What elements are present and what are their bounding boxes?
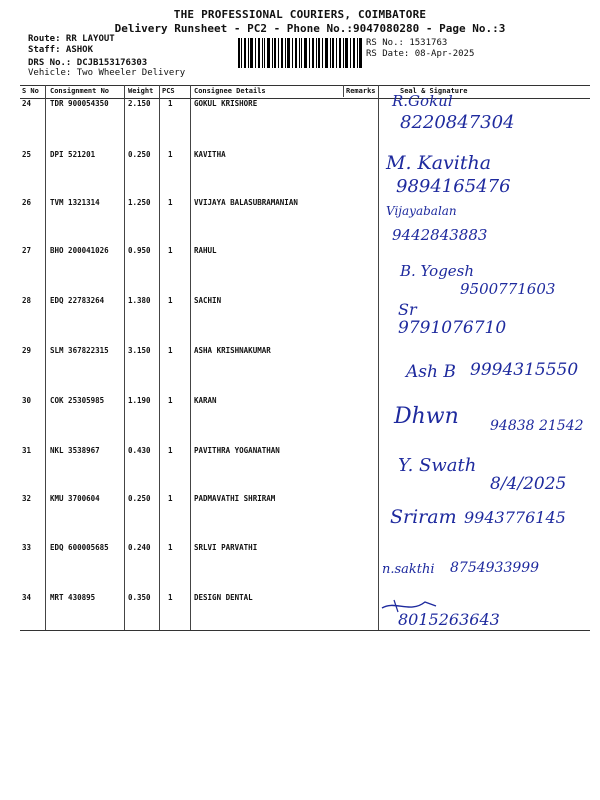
signature-phone: 9943776145 bbox=[464, 508, 566, 527]
row-consignment: MRT 430895 bbox=[50, 593, 96, 602]
vehicle-label: Vehicle: Two Wheeler Delivery bbox=[28, 68, 186, 78]
row-sno: 31 bbox=[22, 446, 32, 455]
signature-name: M. Kavitha bbox=[386, 152, 492, 174]
column-divider bbox=[190, 85, 191, 630]
row-pcs: 1 bbox=[168, 593, 173, 602]
row-sno: 30 bbox=[22, 396, 32, 405]
signature-name: n.sakthi bbox=[382, 562, 435, 577]
signature-phone: 9894165476 bbox=[396, 176, 511, 197]
row-pcs: 1 bbox=[168, 246, 173, 255]
signature-name: Sriram bbox=[390, 506, 457, 528]
company-title: THE PROFESSIONAL COURIERS, COIMBATORE bbox=[173, 8, 427, 21]
row-pcs: 1 bbox=[168, 494, 173, 503]
header-consignment: Consignment No bbox=[50, 87, 110, 95]
row-consignee: PAVITHRA YOGANATHAN bbox=[194, 446, 280, 455]
drs-label: DRS No.: bbox=[28, 58, 72, 68]
column-divider bbox=[124, 85, 125, 630]
header-remarks: Remarks bbox=[346, 87, 376, 95]
signature-phone: 8754933999 bbox=[450, 560, 540, 576]
header-seal: Seal & Signature bbox=[400, 87, 468, 95]
signature-phone: 9442843883 bbox=[392, 226, 488, 244]
row-pcs: 1 bbox=[168, 396, 173, 405]
column-divider bbox=[45, 85, 46, 630]
row-weight: 1.250 bbox=[128, 198, 151, 207]
row-consignee: SRLVI PARVATHI bbox=[194, 543, 258, 552]
row-consignee: KAVITHA bbox=[194, 150, 226, 159]
drs-number bbox=[28, 58, 147, 68]
column-divider bbox=[378, 85, 379, 630]
signature-phone: 8015263643 bbox=[398, 610, 500, 629]
row-consignee: DESIGN DENTAL bbox=[194, 593, 253, 602]
row-weight: 3.150 bbox=[128, 346, 151, 355]
signature-name: Dhwn bbox=[394, 404, 459, 429]
row-consignment: KMU 3700604 bbox=[50, 494, 100, 503]
row-consignee: SACHIN bbox=[194, 296, 222, 305]
signature-name: Vijayabalan bbox=[386, 204, 457, 218]
signature-phone: 9994315550 bbox=[470, 360, 579, 380]
row-consignment: COK 25305985 bbox=[50, 396, 105, 405]
row-pcs: 1 bbox=[168, 346, 173, 355]
signature-phone: 9500771603 bbox=[460, 280, 556, 298]
drs-value: DCJB153176303 bbox=[76, 58, 148, 68]
row-sno: 27 bbox=[22, 246, 32, 255]
row-consignment: EDQ 22783264 bbox=[50, 296, 105, 305]
row-weight: 0.430 bbox=[128, 446, 151, 455]
row-consignment: NKL 3538967 bbox=[50, 446, 100, 455]
row-consignee: GOKUL KRISHORE bbox=[194, 99, 258, 108]
header-sno: S No bbox=[22, 87, 39, 95]
row-weight: 1.190 bbox=[128, 396, 151, 405]
row-weight: 1.380 bbox=[128, 296, 151, 305]
row-consignee: VVIJAYA BALASUBRAMANIAN bbox=[194, 198, 298, 207]
signature-name: Ash B bbox=[406, 362, 456, 382]
signature-name: B. Yogesh bbox=[400, 262, 475, 280]
row-pcs: 1 bbox=[168, 543, 173, 552]
row-pcs: 1 bbox=[168, 150, 173, 159]
row-consignee: ASHA KRISHNAKUMAR bbox=[194, 346, 271, 355]
row-consignment: DPI 521201 bbox=[50, 150, 96, 159]
row-weight: 0.950 bbox=[128, 246, 151, 255]
column-divider bbox=[159, 85, 160, 630]
signature-name: Y. Swath bbox=[398, 455, 477, 476]
header-consignee: Consignee Details bbox=[194, 87, 266, 95]
rs-number: RS No.: 1531763 bbox=[366, 38, 448, 48]
runsheet-subtitle: Delivery Runsheet - PC2 - Phone No.:9047080280 - Page No.:3 bbox=[114, 22, 506, 35]
staff-label: Staff: ASHOK bbox=[28, 45, 94, 55]
rs-date: RS Date: 08-Apr-2025 bbox=[366, 49, 475, 59]
row-consignment: TVM 1321314 bbox=[50, 198, 100, 207]
row-consignment: SLM 367822315 bbox=[50, 346, 109, 355]
row-weight: 0.350 bbox=[128, 593, 151, 602]
signature-name: Sr bbox=[398, 300, 417, 319]
row-sno: 29 bbox=[22, 346, 32, 355]
row-consignee: KARAN bbox=[194, 396, 217, 405]
route-label: Route: RR LAYOUT bbox=[28, 34, 115, 44]
row-sno: 24 bbox=[22, 99, 32, 108]
row-weight: 0.250 bbox=[128, 150, 151, 159]
row-weight: 2.150 bbox=[128, 99, 151, 108]
row-weight: 0.240 bbox=[128, 543, 151, 552]
column-divider bbox=[343, 85, 344, 97]
row-consignment: TDR 900054350 bbox=[50, 99, 109, 108]
table-header bbox=[20, 85, 590, 99]
signature-phone: 8220847304 bbox=[400, 112, 515, 133]
table-bottom-border bbox=[20, 630, 590, 631]
row-sno: 25 bbox=[22, 150, 32, 159]
header-pcs: PCS bbox=[162, 87, 175, 95]
row-pcs: 1 bbox=[168, 296, 173, 305]
signature-name: R.Gokul bbox=[392, 92, 453, 110]
row-consignment: EDQ 600005685 bbox=[50, 543, 109, 552]
signature-phone: 9791076710 bbox=[398, 318, 507, 338]
row-consignment: BHO 200041026 bbox=[50, 246, 109, 255]
row-consignee: RAHUL bbox=[194, 246, 217, 255]
signature-phone: 94838 21542 bbox=[490, 418, 584, 434]
row-pcs: 1 bbox=[168, 99, 173, 108]
signature-phone: 8/4/2025 bbox=[490, 474, 567, 494]
row-pcs: 1 bbox=[168, 198, 173, 207]
row-sno: 34 bbox=[22, 593, 32, 602]
row-weight: 0.250 bbox=[128, 494, 151, 503]
row-sno: 33 bbox=[22, 543, 32, 552]
row-sno: 32 bbox=[22, 494, 32, 503]
header-weight: Weight bbox=[128, 87, 154, 95]
barcode-image bbox=[238, 38, 362, 68]
row-consignee: PADMAVATHI SHRIRAM bbox=[194, 494, 276, 503]
row-sno: 26 bbox=[22, 198, 32, 207]
row-pcs: 1 bbox=[168, 446, 173, 455]
row-sno: 28 bbox=[22, 296, 32, 305]
